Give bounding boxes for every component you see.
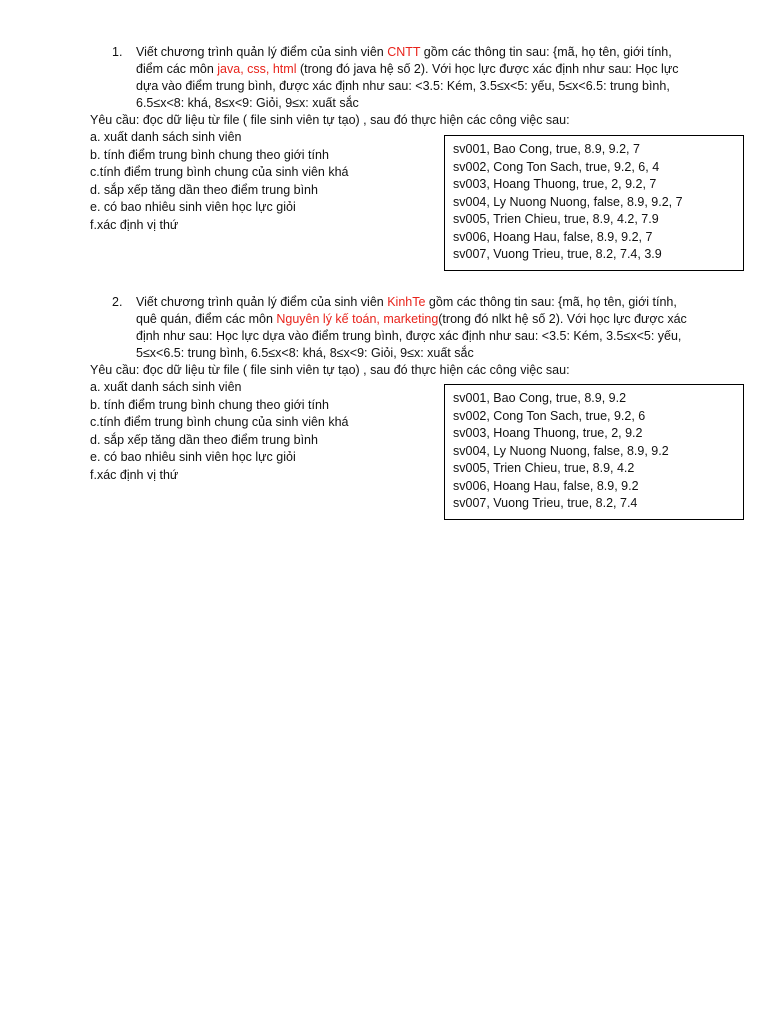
data-line: sv004, Ly Nuong Nuong, false, 8.9, 9.2	[453, 443, 669, 458]
problem-2-sample-data-box	[444, 384, 744, 520]
task-item: c.tính điểm trung bình chung của sinh viên khá	[90, 415, 349, 429]
problem-1-highlight-subjects: java, css, html	[217, 62, 297, 76]
problem-1-text-c: (trong đó java hệ số 2). Với học lực được xác định như sau: Học lực dựa vào điểm trung bình, được xác định như sau: <3.5: Kém, 3.5≤x<5: yếu, 5≤x<6.5: trung bình, 6.5≤x<8: khá, 8≤x<9: Giỏi, 9≤x: xuất sắc	[136, 62, 679, 110]
task-item: d. sắp xếp tăng dần theo điểm trung bình	[90, 432, 318, 447]
problem-1-highlight-major: CNTT	[387, 45, 421, 59]
data-line: sv001, Bao Cong, true, 8.9, 9.2	[453, 391, 627, 405]
data-line: sv007, Vuong Trieu, true, 8.2, 7.4, 3.9	[453, 247, 662, 261]
data-line: sv007, Vuong Trieu, true, 8.2, 7.4	[453, 496, 638, 510]
data-line: sv006, Hoang Hau, false, 8.9, 9.2	[453, 478, 639, 493]
problem-1-number: 1.	[112, 45, 123, 59]
problem-1-section	[0, 44, 768, 261]
problem-2-highlight-subjects: Nguyên lý kế toán, marketing	[276, 312, 439, 326]
task-item: a. xuất danh sách sinh viên	[90, 380, 242, 394]
problem-1-sample-data-box	[444, 135, 744, 271]
task-item: a. xuất danh sách sinh viên	[90, 130, 242, 144]
data-line: sv002, Cong Ton Sach, true, 9.2, 6	[453, 408, 646, 423]
problem-1-requirement: Yêu cầu: đọc dữ liệu từ file ( file sinh viên tự tạo) , sau đó thực hiện các công việc sau:	[90, 113, 570, 127]
data-line: sv003, Hoang Thuong, true, 2, 9.2, 7	[453, 177, 657, 191]
data-line: sv002, Cong Ton Sach, true, 9.2, 6, 4	[453, 159, 660, 174]
problem-2-highlight-major: KinhTe	[387, 295, 426, 309]
task-item: b. tính điểm trung bình chung theo giới tính	[90, 147, 329, 162]
task-item: f.xác định vị thứ	[90, 217, 179, 232]
problem-1-text-b: gồm các thông tin sau: {mã, họ tên, giới tính, điểm các môn	[136, 45, 672, 76]
problem-1-text-a: Viết chương trình quản lý điểm của sinh viên	[136, 45, 388, 59]
task-item: b. tính điểm trung bình chung theo giới tính	[90, 397, 329, 412]
data-line: sv005, Trien Chieu, true, 8.9, 4.2, 7.9	[453, 212, 659, 226]
problem-2-number: 2.	[112, 295, 123, 309]
data-line: sv001, Bao Cong, true, 8.9, 9.2, 7	[453, 142, 640, 156]
data-line: sv004, Ly Nuong Nuong, false, 8.9, 9.2, 7	[453, 194, 683, 209]
data-line: sv006, Hoang Hau, false, 8.9, 9.2, 7	[453, 229, 653, 244]
data-line: sv005, Trien Chieu, true, 8.9, 4.2	[453, 461, 635, 475]
task-item: c.tính điểm trung bình chung của sinh viên khá	[90, 165, 349, 179]
problem-2-statement	[112, 294, 696, 362]
task-item: d. sắp xếp tăng dần theo điểm trung bình	[90, 182, 318, 197]
problem-2-text-a: Viết chương trình quản lý điểm của sinh viên	[136, 295, 388, 309]
task-item: e. có bao nhiêu sinh viên học lực giỏi	[90, 450, 296, 464]
task-item: f.xác định vị thứ	[90, 467, 179, 482]
problem-2-text-c: (trong đó nlkt hệ số 2). Với học lực được xác định như sau: Học lực dựa vào điểm trung bình, được xác định như sau: <3.5: Kém, 3.5≤x<5: yếu, 5≤x<6.5: trung bình, 6.5≤x<8: khá, 8≤x<9: Giỏi, 9≤x: xuất sắc	[136, 312, 687, 360]
problem-2-section	[0, 294, 768, 510]
data-line: sv003, Hoang Thuong, true, 2, 9.2	[453, 426, 643, 440]
problem-1-statement	[112, 44, 696, 112]
problem-2-requirement: Yêu cầu: đọc dữ liệu từ file ( file sinh viên tự tạo) , sau đó thực hiện các công việc sau:	[90, 363, 570, 377]
task-item: e. có bao nhiêu sinh viên học lực giỏi	[90, 200, 296, 214]
problem-2-text-b: gồm các thông tin sau: {mã, họ tên, giới tính, quê quán, điểm các môn	[136, 295, 677, 326]
